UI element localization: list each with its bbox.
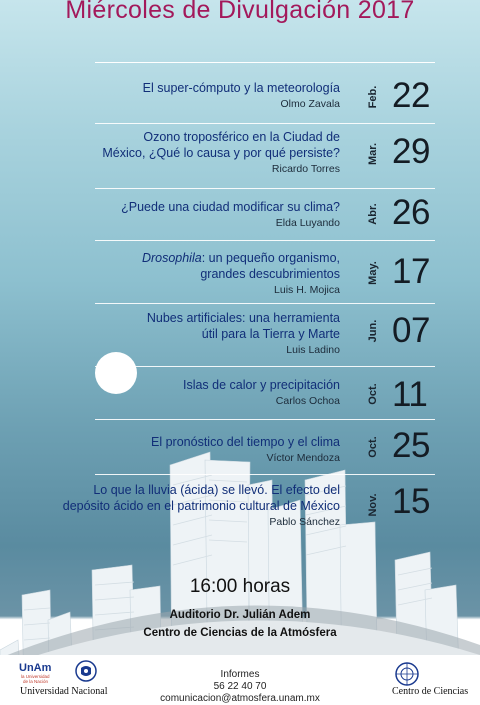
event-title-line: útil para la Tierra y Marte: [201, 327, 340, 341]
event-title-italic: Drosophila: [141, 251, 202, 265]
event-day: 26: [392, 193, 430, 232]
page-title: Miércoles de Divulgación 2017: [65, 0, 415, 24]
event-speaker: Pablo Sánchez: [269, 516, 340, 528]
event-divider: [95, 240, 435, 241]
event-time: 16:00 horas: [189, 576, 291, 597]
info-phone: 56 22 40 70: [213, 681, 267, 692]
event-speaker: Olmo Zavala: [280, 98, 340, 110]
event-speaker: Víctor Mendoza: [266, 452, 340, 464]
event-title-line: Nubes artificiales: una herramienta: [146, 311, 340, 325]
svg-text:de la Nación: de la Nación: [23, 679, 49, 684]
unam-name: Universidad Nacional: [20, 686, 108, 697]
event-title: Islas de calor y precipitación: [182, 378, 340, 392]
info-label: Informes: [220, 669, 260, 680]
event-month: Oct.: [367, 383, 379, 405]
event-speaker: Elda Luyando: [275, 217, 340, 229]
ccs-seal-icon: [395, 662, 419, 686]
event-divider: [95, 366, 435, 367]
event-title-line: Ozono troposférico en la Ciudad de: [143, 130, 340, 144]
event-title-line: Lo que la lluvia (ácida) se llevó. El efecto del: [93, 483, 340, 497]
event-title: El pronóstico del tiempo y el clima: [151, 435, 340, 449]
event-divider: [95, 123, 435, 124]
venue-center: Centro de Ciencias de la Atmósfera: [143, 627, 337, 639]
event-day: 07: [392, 311, 430, 350]
event-speaker: Ricardo Torres: [271, 163, 340, 175]
event-divider: [95, 474, 435, 475]
event-day: 25: [392, 426, 430, 465]
event-day: 29: [392, 132, 430, 171]
svg-text:la Universidad: la Universidad: [21, 674, 50, 679]
event-title: ¿Puede una ciudad modificar su clima?: [121, 200, 340, 214]
event-month: Mar.: [367, 143, 379, 166]
event-speaker: Luis H. Mojica: [274, 284, 340, 296]
event-title-line: depósito ácido en el patrimonio cultural de México: [62, 499, 340, 513]
event-title: El super-cómputo y la meteorología: [142, 81, 340, 95]
event-day: 11: [392, 375, 428, 414]
event-day: 15: [392, 482, 430, 521]
event-month: Feb.: [367, 85, 379, 109]
event-day: 17: [392, 252, 430, 291]
ccs-name: Centro de Ciencias: [392, 686, 469, 697]
title-divider: [95, 62, 435, 63]
event-month: Nov.: [367, 493, 379, 517]
svg-text:UnAm: UnAm: [19, 662, 52, 674]
event-title-line: [20, 250, 340, 266]
info-email: comunicacion@atmosfera.unam.mx: [160, 693, 320, 704]
event-divider: [95, 303, 435, 304]
event-divider: [95, 419, 435, 420]
event-month: Jun.: [367, 319, 379, 343]
event-month: Oct.: [367, 436, 379, 458]
event-day: 22: [392, 76, 430, 115]
event-title-rest: : un pequeño organismo,: [201, 251, 340, 265]
venue-name: Auditorio Dr. Julián Adem: [169, 609, 311, 621]
event-title-line: México, ¿Qué lo causa y por qué persiste?: [102, 146, 340, 160]
event-month: Abr.: [367, 203, 379, 225]
event-divider: [95, 188, 435, 189]
event-speaker: Luis Ladino: [286, 344, 340, 356]
event-speaker: Carlos Ochoa: [275, 395, 340, 407]
unam-logo: [18, 659, 58, 687]
event-month: May.: [367, 261, 379, 285]
unam-seal-icon: [75, 660, 97, 682]
event-title-line: grandes descubrimientos: [200, 267, 340, 281]
